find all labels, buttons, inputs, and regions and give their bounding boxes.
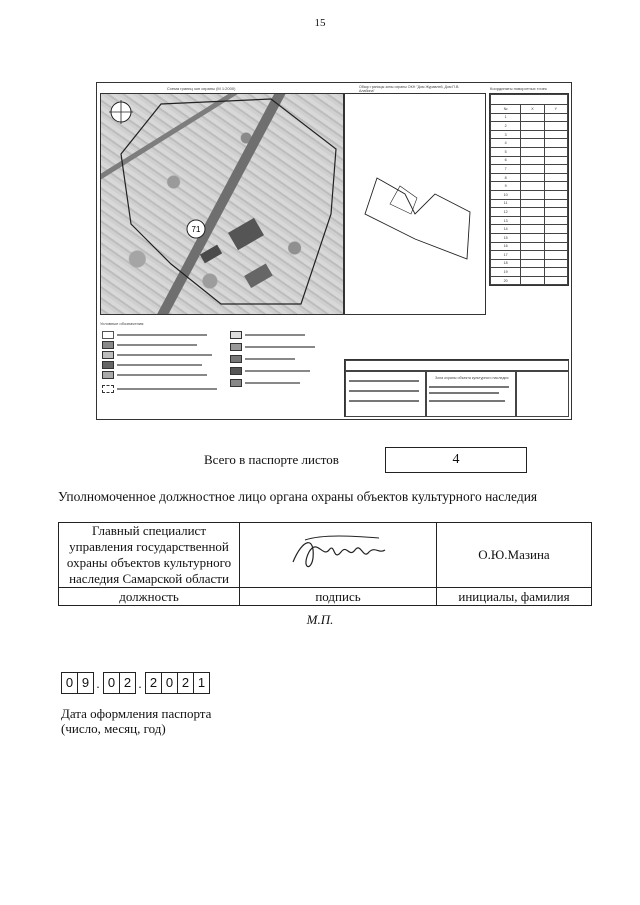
issue-date xyxy=(61,672,209,694)
map-legend xyxy=(100,321,340,413)
map-title-mid: Обзор границы зоны охраны ОКН "Дом Журавлей, Дом П.В. Алабина" xyxy=(359,85,460,93)
position-line: охраны объектов культурного xyxy=(66,555,232,570)
position-cell xyxy=(59,523,240,588)
date-digit: 0 xyxy=(161,672,178,694)
date-label-line: (число, месяц, год) xyxy=(61,721,166,736)
date-digit: 0 xyxy=(103,672,120,694)
date-separator: . xyxy=(96,676,100,691)
date-digit: 0 xyxy=(61,672,78,694)
legend-title: Условные обозначения: xyxy=(100,321,145,326)
zone-marker-label: 71 xyxy=(191,225,201,234)
position-line: управления государственной xyxy=(69,539,229,554)
name-caption: инициалы, фамилия xyxy=(437,588,592,606)
signature-table xyxy=(58,522,592,606)
boundary-scheme xyxy=(344,93,486,315)
map-title-right: Координаты поворотных точек xyxy=(490,86,547,91)
total-sheets-value: 4 xyxy=(385,447,527,473)
coordinates-table: № X Y 1 2 3 4 5 6 7 8 9 10 11 12 13 14 15 16 17 18 19 20 xyxy=(489,93,569,286)
total-sheets-label: Всего в паспорте листов xyxy=(204,452,339,467)
position-line: Главный специалист xyxy=(91,523,207,538)
title-block-text: Зона охраны объекта культурного наследия xyxy=(435,376,509,380)
map-sheet xyxy=(96,82,572,420)
date-separator: . xyxy=(138,676,142,691)
date-digit: 1 xyxy=(193,672,210,694)
date-digit: 2 xyxy=(145,672,162,694)
date-label xyxy=(61,706,211,736)
map-title-left: Схема границ зон охраны (М 1:2000) xyxy=(167,86,236,91)
handwritten-signature xyxy=(283,528,393,578)
date-digit: 9 xyxy=(77,672,94,694)
position-caption: должность xyxy=(59,588,240,606)
date-digit: 2 xyxy=(119,672,136,694)
compass-icon xyxy=(109,100,133,124)
date-digit: 2 xyxy=(177,672,194,694)
seal-mark: М.П. xyxy=(306,612,334,627)
authority-heading: Уполномоченное должностное лицо органа охраны объектов культурного наследия xyxy=(58,489,538,504)
title-block xyxy=(344,359,569,417)
page-number: 15 xyxy=(314,17,326,29)
zone-marker-icon xyxy=(187,220,205,238)
aerial-map xyxy=(100,93,344,315)
signature-caption: подпись xyxy=(240,588,437,606)
date-label-line: Дата оформления паспорта xyxy=(61,706,212,721)
name-cell: О.Ю.Мазина xyxy=(437,523,592,588)
signature-cell xyxy=(240,523,437,588)
position-line: наследия Самарской области xyxy=(69,571,229,586)
